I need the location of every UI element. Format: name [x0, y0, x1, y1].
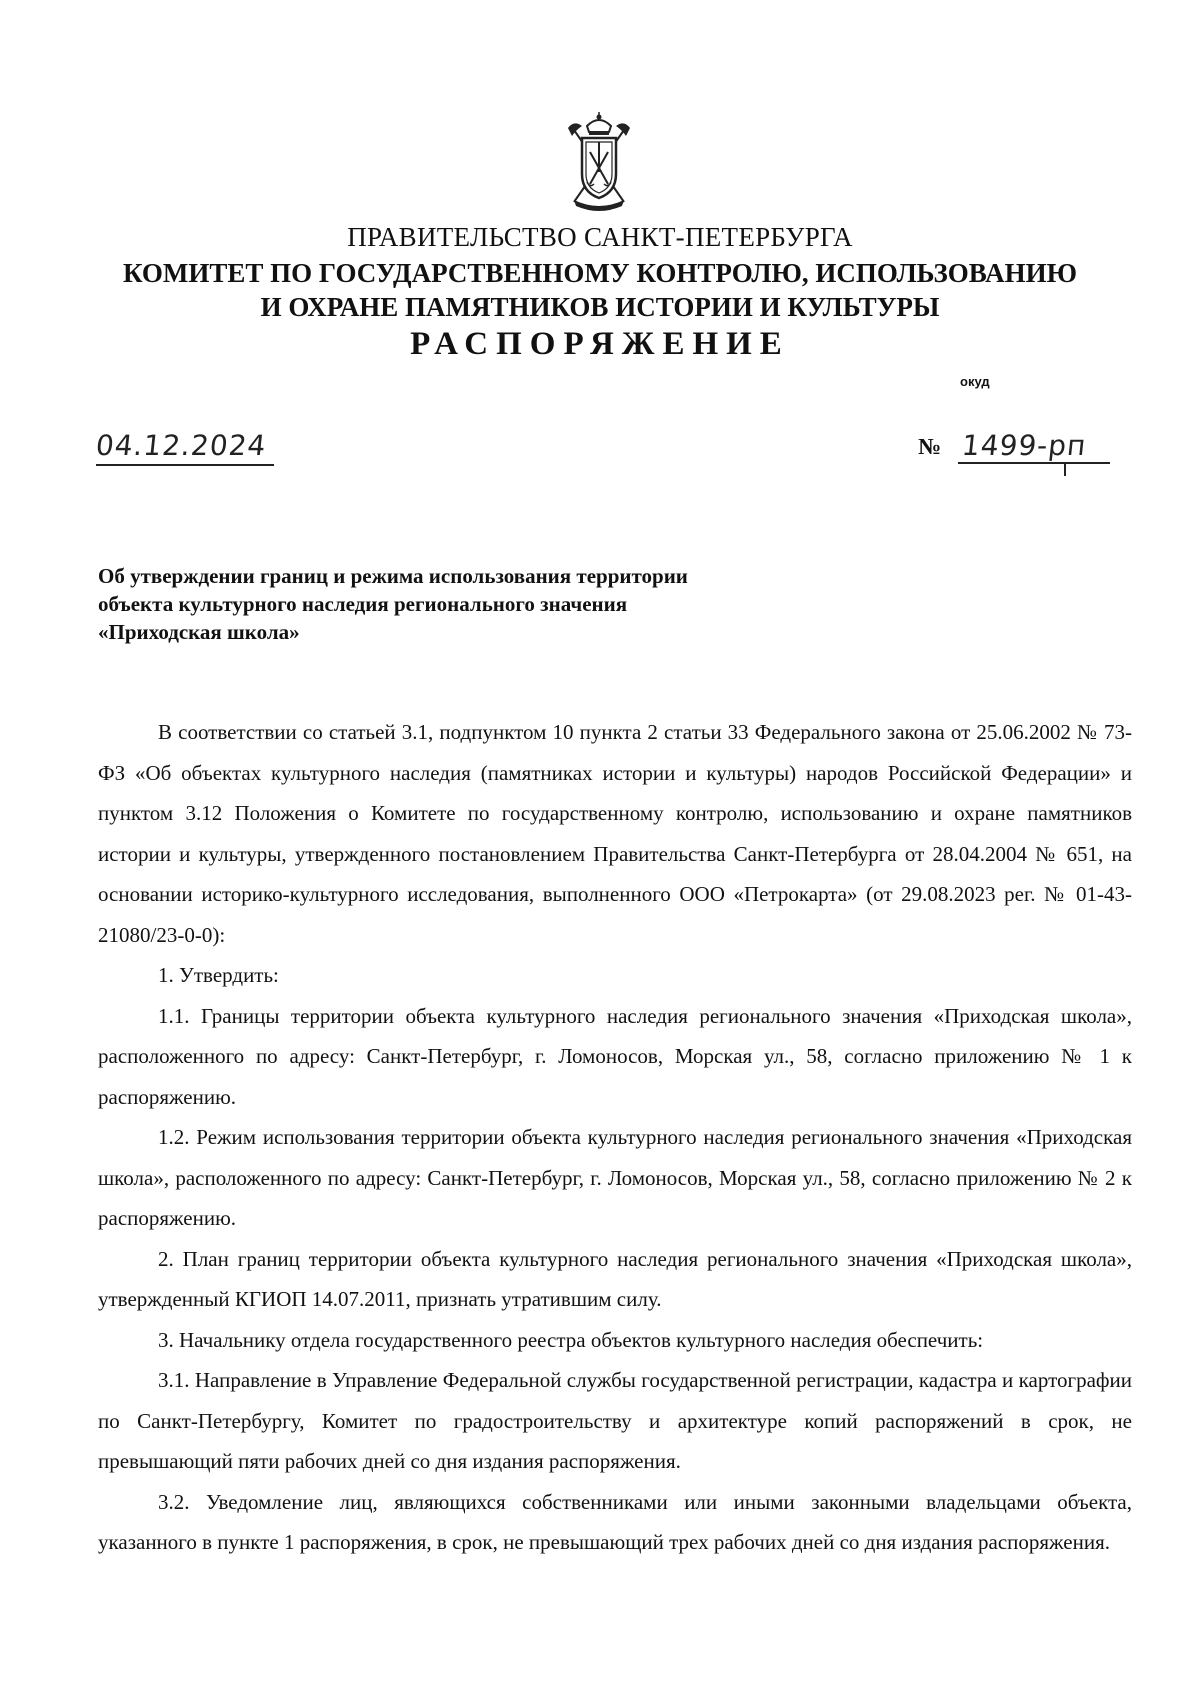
subject-line-1: Об утверждении границ и режима использования территории — [98, 564, 688, 588]
clause-3: 3. Начальнику отдела государственного реестра объектов культурного наследия обеспечить: — [158, 1327, 984, 1352]
committee-name-line-1: КОМИТЕТ ПО ГОСУДАРСТВЕННОМУ КОНТРОЛЮ, ИСПОЛЬЗОВАНИЮ — [123, 258, 1077, 288]
document-date: 04.12.2024 — [94, 429, 269, 462]
clause-1-2: 1.2. Режим использования территории объекта культурного наследия регионального значения «Приходская школа», расположенного по адресу: Санкт-Петербург, г. Ломоносов, Морская ул., 58, согласно приложению № 2 к распоряжению. — [98, 1125, 1132, 1230]
number-mark — [1064, 464, 1066, 476]
clause-3-1: 3.1. Направление в Управление Федеральной службы государственной регистрации, кадастра и картографии по Санкт-Петербургу, Комитет по градостроительству и архитектуре копий распоряжений в срок, не превышающий пяти рабочих дней со дня издания распоряжения. — [98, 1368, 1132, 1473]
subject-line-2: объекта культурного наследия регионального значения — [98, 592, 628, 616]
document-number: 1499-рп — [960, 429, 1089, 462]
clause-1-1: 1.1. Границы территории объекта культурного наследия регионального значения «Приходская школа», расположенного по адресу: Санкт-Петербург, г. Ломоносов, Морская ул., 58, согласно приложению № 1 к распоряжению. — [98, 1003, 1132, 1109]
number-underline — [958, 462, 1110, 464]
government-name: ПРАВИТЕЛЬСТВО САНКТ-ПЕТЕРБУРГА — [347, 222, 853, 252]
document-subject — [98, 562, 818, 646]
number-sign: № — [918, 434, 942, 459]
coat-of-arms-icon — [560, 112, 638, 212]
okud-label: окуд — [960, 374, 990, 389]
document-type-title: РАСПОРЯЖЕНИЕ — [410, 326, 790, 362]
committee-name-line-2: И ОХРАНЕ ПАМЯТНИКОВ ИСТОРИИ И КУЛЬТУРЫ — [260, 292, 940, 322]
preamble-paragraph: В соответствии со статьей 3.1, подпунктом 10 пункта 2 статьи 33 Федерального закона от 25.06.2002 № 73-ФЗ «Об объектах культурного наследия (памятниках истории и культуры) народов Российской Федерации» и пунктом 3.12 Положения о Комитете по государственному контролю, использованию и охране памятников истории и культуры, утвержденного постановлением Правительства Санкт-Петербурга от 28.04.2004 № 651, на основании историко-культурного исследования, выполненного ООО «Петрокарта» (от 29.08.2023 рег. № 01-43-21080/23-0-0): — [98, 720, 1132, 947]
clause-1: 1. Утвердить: — [158, 963, 279, 987]
subject-line-3: «Приходская школа» — [98, 620, 300, 644]
document-date-field — [96, 424, 274, 466]
document-number-field — [918, 424, 1110, 464]
document-body — [98, 712, 1132, 1563]
clause-3-2: 3.2. Уведомление лиц, являющихся собственниками или иными законными владельцами объекта, указанного в пункте 1 распоряжения, в срок, не превышающий трех рабочих дней со дня издания распоряжения. — [98, 1489, 1132, 1554]
clause-2: 2. План границ территории объекта культурного наследия регионального значения «Приходская школа», утвержденный КГИОП 14.07.2011, признать утратившим силу. — [98, 1246, 1132, 1311]
